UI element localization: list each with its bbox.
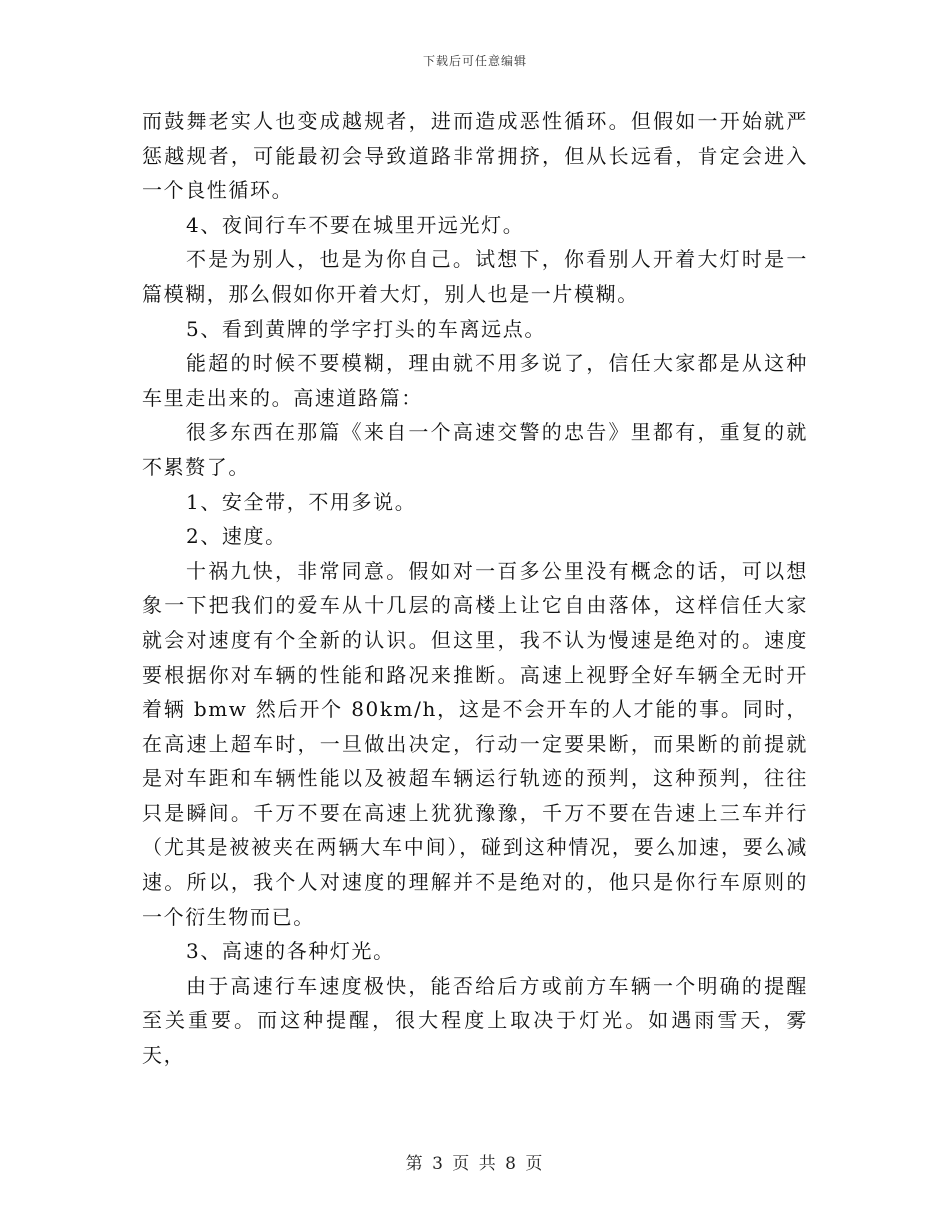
paragraph: 1、安全带，不用多说。	[186, 489, 417, 514]
page-footer: 第 3 页 共 8 页	[405, 1154, 545, 1174]
paragraph: 2、速度。	[186, 524, 287, 549]
paragraph: 3、高速的各种灯光。	[186, 939, 395, 964]
paragraph: 十祸九快，非常同意。假如对一百多公里没有概念的话，可以想象一下把我们的爱车从十几层的高楼上让它自由落体，这样信任大家就会对速度有个全新的认识。但这里，我不认为慢速是绝对的。速度要根据你对车辆的性能和路况来推断。高速上视野全好车辆全无时开着辆 bmw 然后开个 80km/h，这是不会开车的人才能的事。同时，在高速上超车时，一旦做出决定，行动一定要果断，而果断的前提就是对车距和车辆性能以及被超车辆运行轨迹的预判，这种预判，往往只是瞬间。千万不要在高速上犹犹豫豫，千万不要在告速上三车并行（尤其是被被夹在两辆大车中间），碰到这种情况，要么加速，要么减速。所以，我个人对速度的理解并不是绝对的，他只是你行车原则的一个衍生物而已。	[142, 558, 808, 929]
paragraph: 能超的时候不要模糊，理由就不用多说了，信任大家都是从这种车里走出来的。高速道路篇：	[142, 351, 808, 410]
document-body	[142, 104, 808, 1073]
page-header: 下载后可任意编辑	[422, 54, 527, 68]
paragraph: 由于高速行车速度极快，能否给后方或前方车辆一个明确的提醒至关重要。而这种提醒，很大程度上取决于灯光。如遇雨雪天，雾天，	[142, 973, 808, 1068]
paragraph: 4、夜间行车不要在城里开远光灯。	[186, 212, 525, 237]
paragraph: 而鼓舞老实人也变成越规者，进而造成恶性循环。但假如一开始就严惩越规者，可能最初会导致道路非常拥挤，但从长远看，肯定会进入一个良性循环。	[142, 109, 808, 203]
paragraph: 不是为别人，也是为你自己。试想下，你看别人开着大灯时是一篇模糊，那么假如你开着大灯，别人也是一片模糊。	[142, 247, 808, 306]
paragraph: 很多东西在那篇《来自一个高速交警的忠告》里都有，重复的就不累赘了。	[142, 420, 808, 479]
paragraph: 5、看到黄牌的学字打头的车离远点。	[186, 316, 546, 341]
